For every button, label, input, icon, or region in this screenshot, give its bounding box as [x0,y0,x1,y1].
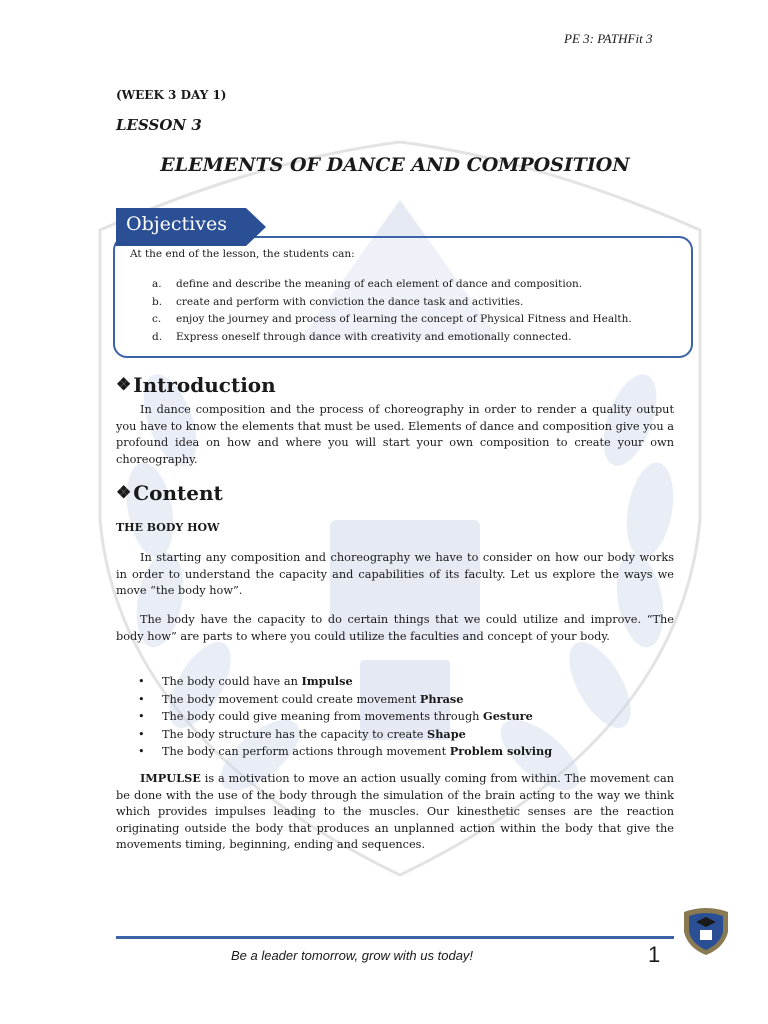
school-seal-logo [680,904,732,956]
objective-item: d. Express oneself through dance with creativity and emotionally connected. [152,330,572,343]
list-item: • The body movement could create movement Phrase [138,691,552,709]
introduction-heading: ❖ Introduction [116,373,276,397]
bullet-icon: • [138,745,145,758]
content-paragraph-2: The body have the capacity to do certain things that we could utilize and improve. “The body how” are parts to where you could utilize the faculties and concept of your body. [116,613,674,643]
page-number: 1 [648,942,661,967]
content-paragraph-1: In starting any composition and choreography we have to consider on how our body works in order to understand the capacity and capabilities of its faculty. Let us explore the ways we move “the body how”. [116,551,674,597]
body-how-list [138,673,552,761]
introduction-paragraph: In dance composition and the process of choreography in order to render a quality output you have to know the elements that must be used. Elements of dance and composition give you a profound idea on how and where you will start your own composition to create your own choreography. [116,403,674,466]
bullet-icon: • [138,692,145,706]
body-how-subheading: THE BODY HOW [116,521,220,534]
diamond-bullet-icon: ❖ [116,375,132,395]
lesson-label: LESSON 3 [116,116,202,134]
diamond-bullet-icon: ❖ [116,483,132,503]
footer-motto: Be a leader tomorrow, grow with us today! [230,948,474,963]
objectives-intro: At the end of the lesson, the students can: [130,248,355,260]
bullet-icon: • [138,675,145,688]
objective-item: a. define and describe the meaning of each element of dance and composition. [152,278,583,290]
course-header: PE 3: PATHFit 3 [564,31,653,46]
page-title: ELEMENTS OF DANCE AND COMPOSITION [160,154,630,176]
bullet-icon: • [138,710,145,723]
objectives-list [152,276,632,346]
bullet-icon: • [138,727,145,741]
list-item: • The body could have an Impulse [138,673,552,691]
list-item: • The body structure has the capacity to create Shape [138,726,552,744]
list-item: • The body could give meaning from movements through Gesture [138,708,552,726]
footer-divider [116,936,674,939]
week-label: (WEEK 3 DAY 1) [116,88,227,102]
objective-item: c. enjoy the journey and process of learning the concept of Physical Fitness and Health. [152,313,632,325]
objectives-heading: Objectives [126,213,227,235]
content-heading: ❖ Content [116,481,223,505]
impulse-paragraph: IMPULSE is a motivation to move an action usually coming from within. The movement can be done with the use of the body through the simulation of the brain acting to the way we think which provides impulses leading to the muscles. Our kinesthetic senses are the reaction originating outside the body that produces an unplanned action within the body that give the movements timing, beginning, ending and sequences. [116,771,674,851]
list-item: • The body can perform actions through movement Problem solving [138,743,552,761]
objective-item: b. create and perform with conviction the dance task and activities. [152,295,524,308]
